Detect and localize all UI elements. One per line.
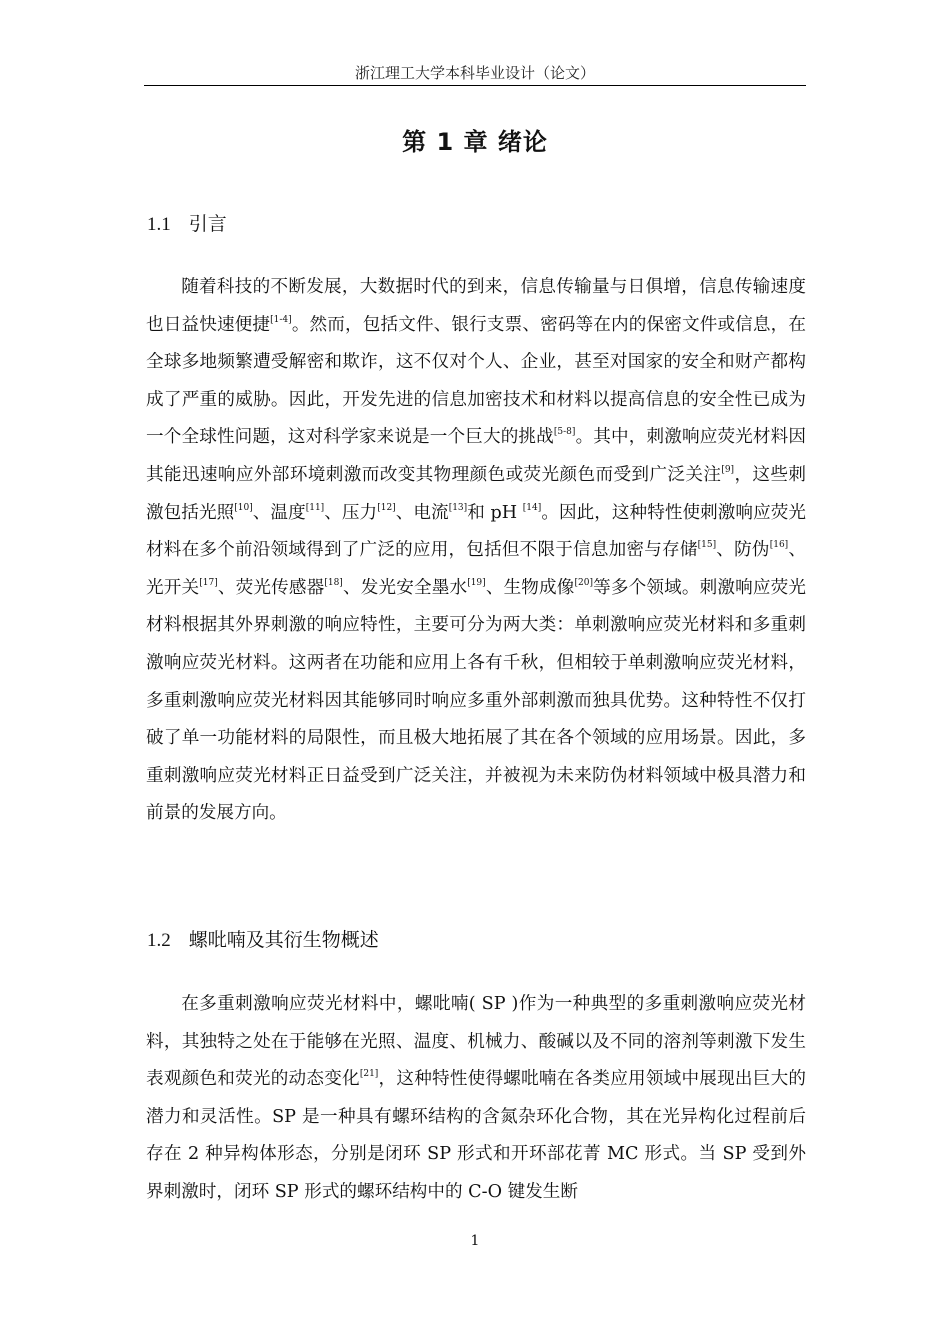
chapter-title: 第 1 章 绪论 — [402, 128, 548, 156]
text-run: 、发光安全墨水 — [342, 577, 468, 598]
paragraph-introduction — [146, 269, 806, 833]
text-run: 、温度 — [252, 502, 306, 523]
text-run: 。因此，这种特性使刺激响应荧光材料在多个前沿领域得到了广泛的应用，包括但不限于信息加密与存储 — [146, 502, 806, 561]
section-title: 引言 — [188, 213, 227, 235]
citation-ref: [17] — [199, 577, 218, 588]
text-run: ，这些刺激包括光照 — [146, 464, 806, 523]
citation-ref: [11] — [305, 502, 325, 513]
text-run: 。其中，刺激响应荧光材料因其能迅速响应外部环境刺激而改变其物理颜色或荧光颜色而受到广泛关注 — [146, 427, 806, 485]
text-run: 、荧光传感器 — [217, 577, 325, 598]
text-run: 、防伪 — [716, 540, 770, 561]
citation-ref: [13] — [448, 502, 468, 513]
citation-ref: [12] — [377, 502, 396, 513]
paragraph-spiropyran-overview — [146, 986, 806, 1212]
running-header: 浙江理工大学本科毕业设计（论文） — [354, 64, 595, 82]
text-run: 、压力 — [324, 502, 378, 523]
text-run: 等多个领域。刺激响应荧光材料根据其外界刺激的响应特性，主要可分为两大类：单刺激响应荧光材料和多重刺激响应荧光材料。这两者在功能和应用上各有千秋，但相较于单刺激响应荧光材料，多重刺激响应荧光材料因其能够同时响应多重外部刺激而独具优势。这种特性不仅打破了单一功能材料的局限性，而且极大地拓展了其在各个领域的应用场景。因此，多重刺激响应荧光材料正日益受到广泛关注，并被视为未来防伪材料领域中极具潜力和前景的发展方向。 — [146, 577, 806, 824]
citation-ref: [9] — [721, 464, 735, 475]
text-run: 随着科技的不断发展，大数据时代的到来，信息传输量与日俱增，信息传输速度也日益快速便捷 — [146, 277, 806, 335]
section-title: 螺吡喃及其衍生物概述 — [188, 929, 379, 951]
page-number: 1 — [470, 1233, 480, 1249]
text-run: 和 pH — [467, 502, 523, 523]
text-run: ，这种特性使得螺吡喃在各类应用领域中展现出巨大的潜力和灵活性。SP 是一种具有螺环结构的含氮杂环化合物，其在光异构化过程前后存在 2 种异构体形态，分别是闭环 SP 形式和开环部花菁 MC 形式。当 SP 受到外界刺激时，闭环 SP 形式的螺环结构中的 C-O 键发生断 — [146, 1069, 806, 1202]
text-run: 。然而，包括文件、银行支票、密码等在内的保密文件或信息，在全球多地频繁遭受解密和欺诈，这不仅对个人、企业，甚至对国家的安全和财产都构成了严重的威胁。因此，开发先进的信息加密技术和材料以提高信息的安全性已成为一个全球性问题，这对科学家来说是一个巨大的挑战 — [146, 314, 806, 448]
citation-ref: [14] — [522, 502, 542, 513]
citation-ref: [1-4] — [270, 314, 292, 325]
section-number: 1.2 — [147, 930, 171, 951]
text-run: 、电流 — [395, 502, 449, 523]
citation-ref: [19] — [467, 577, 486, 588]
citation-ref: [5-8] — [553, 427, 576, 438]
citation-ref: [20] — [574, 577, 594, 588]
text-run: 在多重刺激响应荧光材料中，螺吡喃( SP )作为一种典型的多重刺激响应荧光材料，其独特之处在于能够在光照、温度、机械力、酸碱以及不同的溶剂等刺激下发生表观颜色和荧光的动态变化 — [146, 994, 806, 1090]
citation-ref: [15] — [697, 540, 717, 551]
citation-ref: [18] — [324, 577, 343, 588]
header-rule — [144, 85, 806, 86]
text-run: 、光开关 — [146, 540, 806, 598]
text-run: 、生物成像 — [485, 577, 575, 598]
citation-ref: [10] — [234, 502, 253, 513]
section-number: 1.1 — [147, 214, 171, 235]
citation-ref: [21] — [359, 1069, 379, 1080]
section-heading-1-1 — [147, 209, 227, 236]
section-heading-1-2 — [147, 925, 379, 952]
citation-ref: [16] — [769, 540, 789, 551]
